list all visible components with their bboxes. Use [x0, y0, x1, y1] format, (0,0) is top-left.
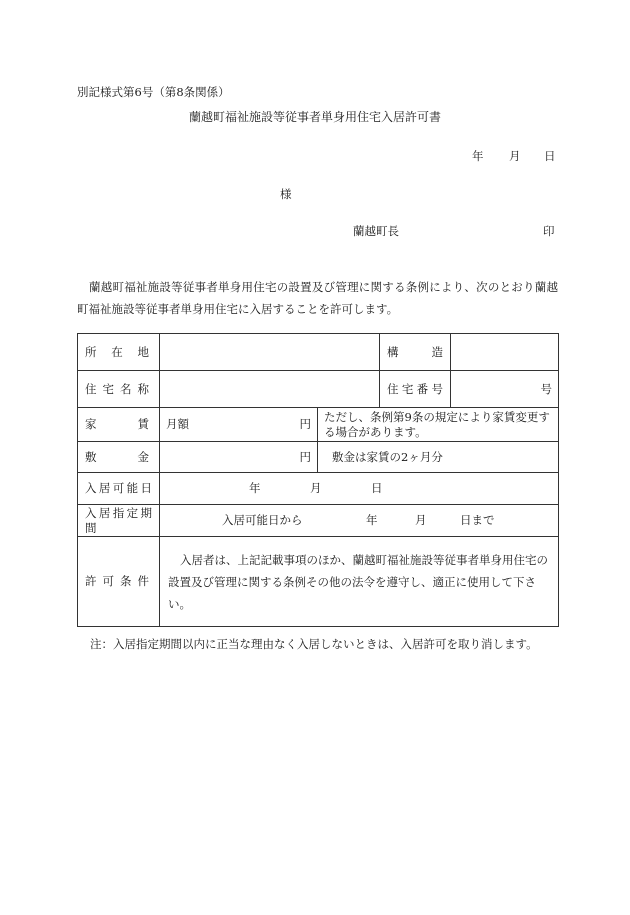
document-title: 蘭越町福祉施設等従事者単身用住宅入居許可書	[188, 110, 441, 124]
rent-note: ただし、条例第9条の規定により家賃変更する場合があります。	[318, 408, 559, 442]
available-date-year: 年	[249, 481, 261, 495]
available-date-value	[160, 473, 559, 505]
period-year: 年	[366, 513, 378, 527]
rent-label: 家賃	[78, 408, 160, 442]
structure-value	[451, 334, 559, 371]
date-day: 日	[544, 149, 556, 163]
table-row-housing-name	[78, 371, 559, 408]
footer-note: 注：入居指定期間以内に正当な理由なく入居しないときは、入居許可を取り消します。	[90, 637, 538, 651]
period-label: 入居指定期間	[78, 505, 160, 537]
location-value	[160, 334, 380, 371]
form-reference: 別記様式第6号（第8条関係）	[77, 85, 230, 99]
housing-number-label: 住宅番号	[380, 371, 451, 408]
conditions-label: 許可条件	[78, 537, 160, 627]
available-date-month: 月	[310, 481, 322, 495]
date-month: 月	[509, 149, 521, 163]
table-row-period	[78, 505, 559, 537]
deposit-amount	[160, 442, 236, 473]
seal-mark: 印	[543, 224, 555, 238]
period-from: 入居可能日から	[222, 513, 303, 527]
available-date-day: 日	[371, 481, 383, 495]
addressee-suffix: 様	[280, 187, 292, 201]
period-month: 月	[415, 513, 427, 527]
structure-label: 構造	[380, 334, 451, 371]
available-date-label: 入居可能日	[78, 473, 160, 505]
deposit-label: 敷金	[78, 442, 160, 473]
housing-name-label: 住宅名称	[78, 371, 160, 408]
body-paragraph: 蘭越町福祉施設等従事者単身用住宅の設置及び管理に関する条例により、次のとおり蘭越町福祉施設等従事者単身用住宅に入居することを許可します。	[77, 280, 558, 316]
deposit-note: 敷金は家賃の2ヶ月分	[318, 442, 559, 473]
table-row-conditions	[78, 537, 559, 627]
table-row-location	[78, 334, 559, 371]
housing-name-value	[160, 371, 380, 408]
deposit-yen-unit: 円	[236, 442, 318, 473]
period-value	[160, 505, 559, 537]
period-until: 日まで	[460, 513, 495, 527]
housing-number-unit: 号	[451, 371, 559, 408]
date-year: 年	[472, 149, 484, 163]
table-row-available-date	[78, 473, 559, 505]
location-label: 所在地	[78, 334, 160, 371]
table-row-deposit	[78, 442, 559, 473]
issuer-name: 蘭越町長	[353, 224, 399, 238]
rent-yen-unit: 円	[236, 408, 318, 442]
conditions-text: 入居者は、上記記載事項のほか、蘭越町福祉施設等従事者単身用住宅の設置及び管理に関する条例その他の法令を遵守し、適正に使用して下さい。	[168, 552, 548, 611]
conditions-cell	[160, 537, 559, 627]
rent-monthly-label: 月額	[160, 408, 236, 442]
permit-table	[77, 333, 559, 627]
table-row-rent	[78, 408, 559, 442]
